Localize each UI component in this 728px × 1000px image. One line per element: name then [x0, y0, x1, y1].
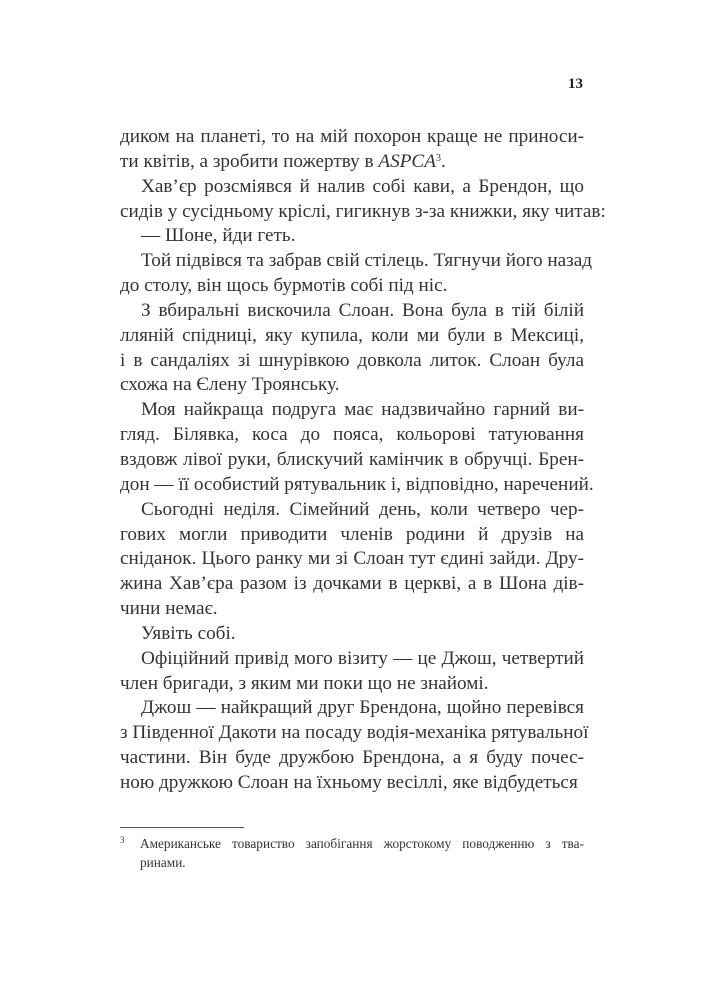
text-line [120, 249, 592, 274]
text-line [120, 423, 584, 448]
text-line-content: Уявіть собі. [141, 622, 236, 644]
text-line [120, 672, 584, 697]
text-line-content: вздовж лівої руки, блискучий камінчик в обручці. Брен- [120, 448, 584, 470]
text-line-content: і в сандаліях зі шнурівкою довкола литок. Слоан була [120, 349, 584, 371]
text-line-content: ти квітів, а зробити пожертву в [120, 150, 379, 172]
text-line [120, 622, 584, 647]
text-line-content: дон — її особистий рятувальник і, відповідно, наречений. [120, 473, 594, 495]
text-line-content: гових могли приводити членів родини й друзів на [120, 523, 584, 545]
punctuation: . [440, 150, 446, 172]
text-line [120, 125, 584, 150]
footnote [120, 834, 584, 872]
text-line-content: Хав’єр розсміявся й налив собі кави, а Брендон, що [141, 175, 584, 197]
text-line [120, 721, 589, 746]
text-line [120, 373, 584, 398]
text-line [120, 150, 584, 175]
text-line [120, 324, 584, 349]
text-line-content: сидів у сусідньому кріслі, гигикнув з-за книжки, яку читав: [120, 200, 606, 222]
text-line [120, 274, 584, 299]
text-line [120, 398, 584, 423]
text-line-content: лляній спідниці, яку купила, коли ми були в Мексиці, [120, 324, 584, 346]
text-line [120, 771, 584, 796]
italic-abbreviation: ASPCA [378, 150, 436, 172]
text-line-content: диком на планеті, то на мій похорон краще не приноси- [120, 126, 584, 147]
text-line-content: Офіційний привід мого візиту — це Джош, четвертий [141, 647, 584, 669]
text-line-content: З вбиральні вискочила Слоан. Вона була в тій білій [141, 299, 584, 321]
text-line-content: жина Хав’єра разом із дочками в церкві, а в Шона дів- [120, 573, 584, 595]
text-line-content: чини немає. [120, 598, 218, 620]
text-line [120, 647, 584, 672]
text-line [120, 696, 584, 721]
text-line [120, 746, 584, 771]
footnote-line: Американське товариство запобігання жорстокому поводженню з тва- [140, 836, 584, 851]
text-line-content: Той підвівся та забрав свій стілець. Тягнучи його назад [141, 250, 592, 272]
footnote-line: ринами. [140, 855, 186, 870]
text-line [120, 597, 584, 622]
text-line [120, 224, 584, 249]
text-line [120, 175, 584, 200]
footnote-divider [120, 827, 244, 828]
text-line [120, 349, 584, 374]
text-line [120, 523, 584, 548]
body-text [120, 125, 606, 796]
page-number: 13 [568, 76, 583, 92]
text-line [120, 572, 584, 597]
text-line-content: ною дружкою Слоан на їхньому весіллі, яке відбудеться [120, 771, 578, 793]
text-line-content: схожа на Єлену Троянську. [120, 374, 340, 396]
text-line-content: сніданок. Цього ранку ми зі Слоан тут єдині зайди. Дру- [120, 548, 584, 570]
text-line [120, 498, 584, 523]
text-line-content: член бригади, з яким ми поки що не знайомі. [120, 672, 489, 694]
text-line-content: з Південної Дакоти на посаду водія-механіка рятувальної [120, 722, 589, 744]
text-line-content: частини. Він буде дружбою Брендона, а я буду почес- [120, 747, 584, 769]
text-line-content: — Шоне, йди геть. [141, 225, 296, 247]
text-line-content: гляд. Білявка, коса до пояса, кольорові татуювання [120, 424, 584, 446]
text-line [120, 473, 594, 498]
text-line [120, 200, 606, 225]
text-line-content: до столу, він щось бурмотів собі під ніс. [120, 275, 448, 297]
text-line-content: Моя найкраща подруга має надзвичайно гарний ви- [141, 399, 584, 421]
text-line-content: Джош — найкращий друг Брендона, щойно перевівся [141, 697, 584, 719]
text-line-content: Сьогодні неділя. Сімейний день, коли четверо чер- [141, 498, 584, 520]
text-line [120, 448, 584, 473]
footnote-mark: 3 [120, 835, 125, 845]
text-line [120, 547, 584, 572]
text-line [120, 299, 584, 324]
footnote-reference[interactable]: 3 [435, 152, 441, 164]
